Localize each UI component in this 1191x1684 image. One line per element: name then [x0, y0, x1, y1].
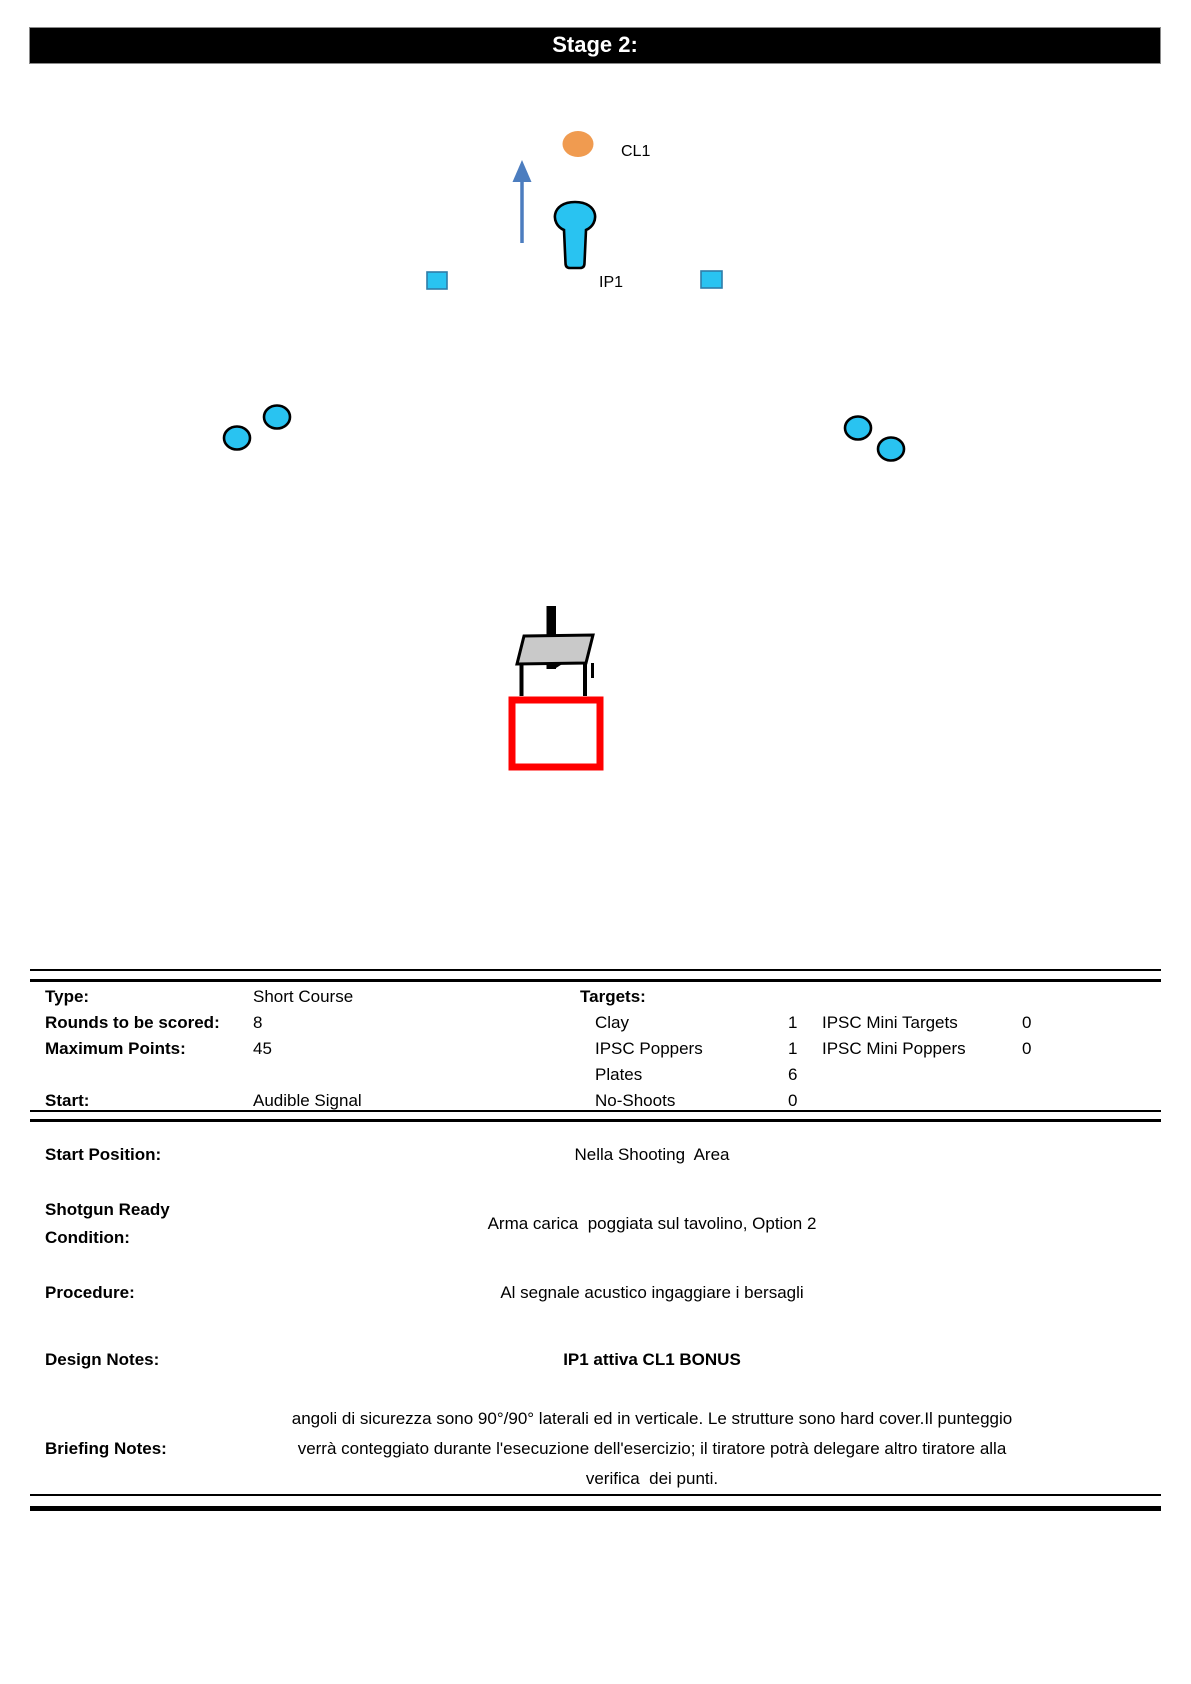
- rule-mid: [30, 1110, 1161, 1122]
- briefing-notes-label: Briefing Notes:: [45, 1439, 167, 1458]
- stage-title: Stage 2:: [552, 32, 638, 57]
- target-name-poppers: IPSC Poppers: [595, 1039, 703, 1058]
- marker-square-left: [427, 272, 447, 289]
- target-count-poppers: 1: [788, 1039, 798, 1058]
- spec-row-rounds: [30, 1010, 1161, 1036]
- briefing-notes-value: angoli di sicurezza sono 90°/90° laterali ed in verticale. Le strutture sono hard cover.Il punteggio verrà conteggiato durante l'esecuzione dell'esercizio; il tiratore potrà delegare altro tiratore alla verifica dei punti.: [291, 1409, 1017, 1488]
- target-count-plates: 6: [788, 1065, 798, 1084]
- type-value: Short Course: [253, 987, 354, 1006]
- stage-info-table: [30, 969, 1161, 1509]
- spec-row-plates: [30, 1062, 1161, 1088]
- spec-row-max-points: [30, 1036, 1161, 1062]
- plate-right-1: [845, 417, 871, 440]
- procedure-value: Al segnale acustico ingaggiare i bersagli: [500, 1283, 804, 1302]
- plate-left-2: [224, 427, 250, 450]
- mini-poppers-count: 0: [1022, 1039, 1032, 1058]
- rule-top: [30, 969, 1161, 982]
- plate-right-2: [878, 438, 904, 461]
- target-name-clay: Clay: [595, 1013, 630, 1032]
- clay-target: [563, 131, 594, 157]
- popper-label: IP1: [599, 274, 624, 291]
- rule-bottom: [30, 1494, 1161, 1511]
- clay-label: CL1: [621, 143, 651, 160]
- targets-header: Targets:: [580, 987, 646, 1006]
- table-top: [517, 635, 593, 664]
- detail-row-briefing-notes: [30, 1404, 1161, 1494]
- detail-row-design-notes: [30, 1346, 1161, 1374]
- rounds-value: 8: [253, 1013, 263, 1032]
- design-notes-label: Design Notes:: [45, 1350, 160, 1369]
- plate-left-1: [264, 406, 290, 429]
- shotgun-ready-value: Arma carica poggiata sul tavolino, Option 2: [487, 1214, 817, 1233]
- spec-row-type: [30, 984, 1161, 1010]
- target-count-clay: 1: [788, 1013, 798, 1032]
- activation-arrow-head: [513, 160, 532, 182]
- shotgun-ready-label: Shotgun Ready Condition:: [45, 1200, 170, 1247]
- start-value: Audible Signal: [253, 1091, 362, 1110]
- target-name-plates: Plates: [595, 1065, 643, 1084]
- target-count-noshoots: 0: [788, 1091, 798, 1110]
- mini-poppers-label: IPSC Mini Poppers: [822, 1039, 966, 1058]
- design-notes-value: IP1 attiva CL1 BONUS: [563, 1350, 741, 1369]
- start-label: Start:: [45, 1091, 90, 1110]
- marker-square-right: [701, 271, 722, 288]
- procedure-label: Procedure:: [45, 1283, 135, 1302]
- start-position-value: Nella Shooting Area: [574, 1145, 730, 1164]
- detail-row-procedure: [30, 1279, 1161, 1307]
- start-position-label: Start Position:: [45, 1145, 162, 1164]
- type-label: Type:: [45, 987, 90, 1006]
- shooting-area-box: [512, 700, 600, 767]
- spec-rows: [30, 984, 1161, 1114]
- table-with-shotgun: [517, 606, 593, 696]
- mini-targets-label: IPSC Mini Targets: [822, 1013, 958, 1032]
- popper-target: [555, 202, 595, 268]
- detail-row-shotgun-ready: [30, 1196, 1161, 1252]
- detail-row-start-position: [30, 1141, 1161, 1169]
- target-name-noshoots: No-Shoots: [595, 1091, 676, 1110]
- mini-targets-count: 0: [1022, 1013, 1032, 1032]
- rounds-label: Rounds to be scored:: [45, 1013, 220, 1032]
- max-points-label: Maximum Points:: [45, 1039, 186, 1058]
- max-points-value: 45: [253, 1039, 272, 1058]
